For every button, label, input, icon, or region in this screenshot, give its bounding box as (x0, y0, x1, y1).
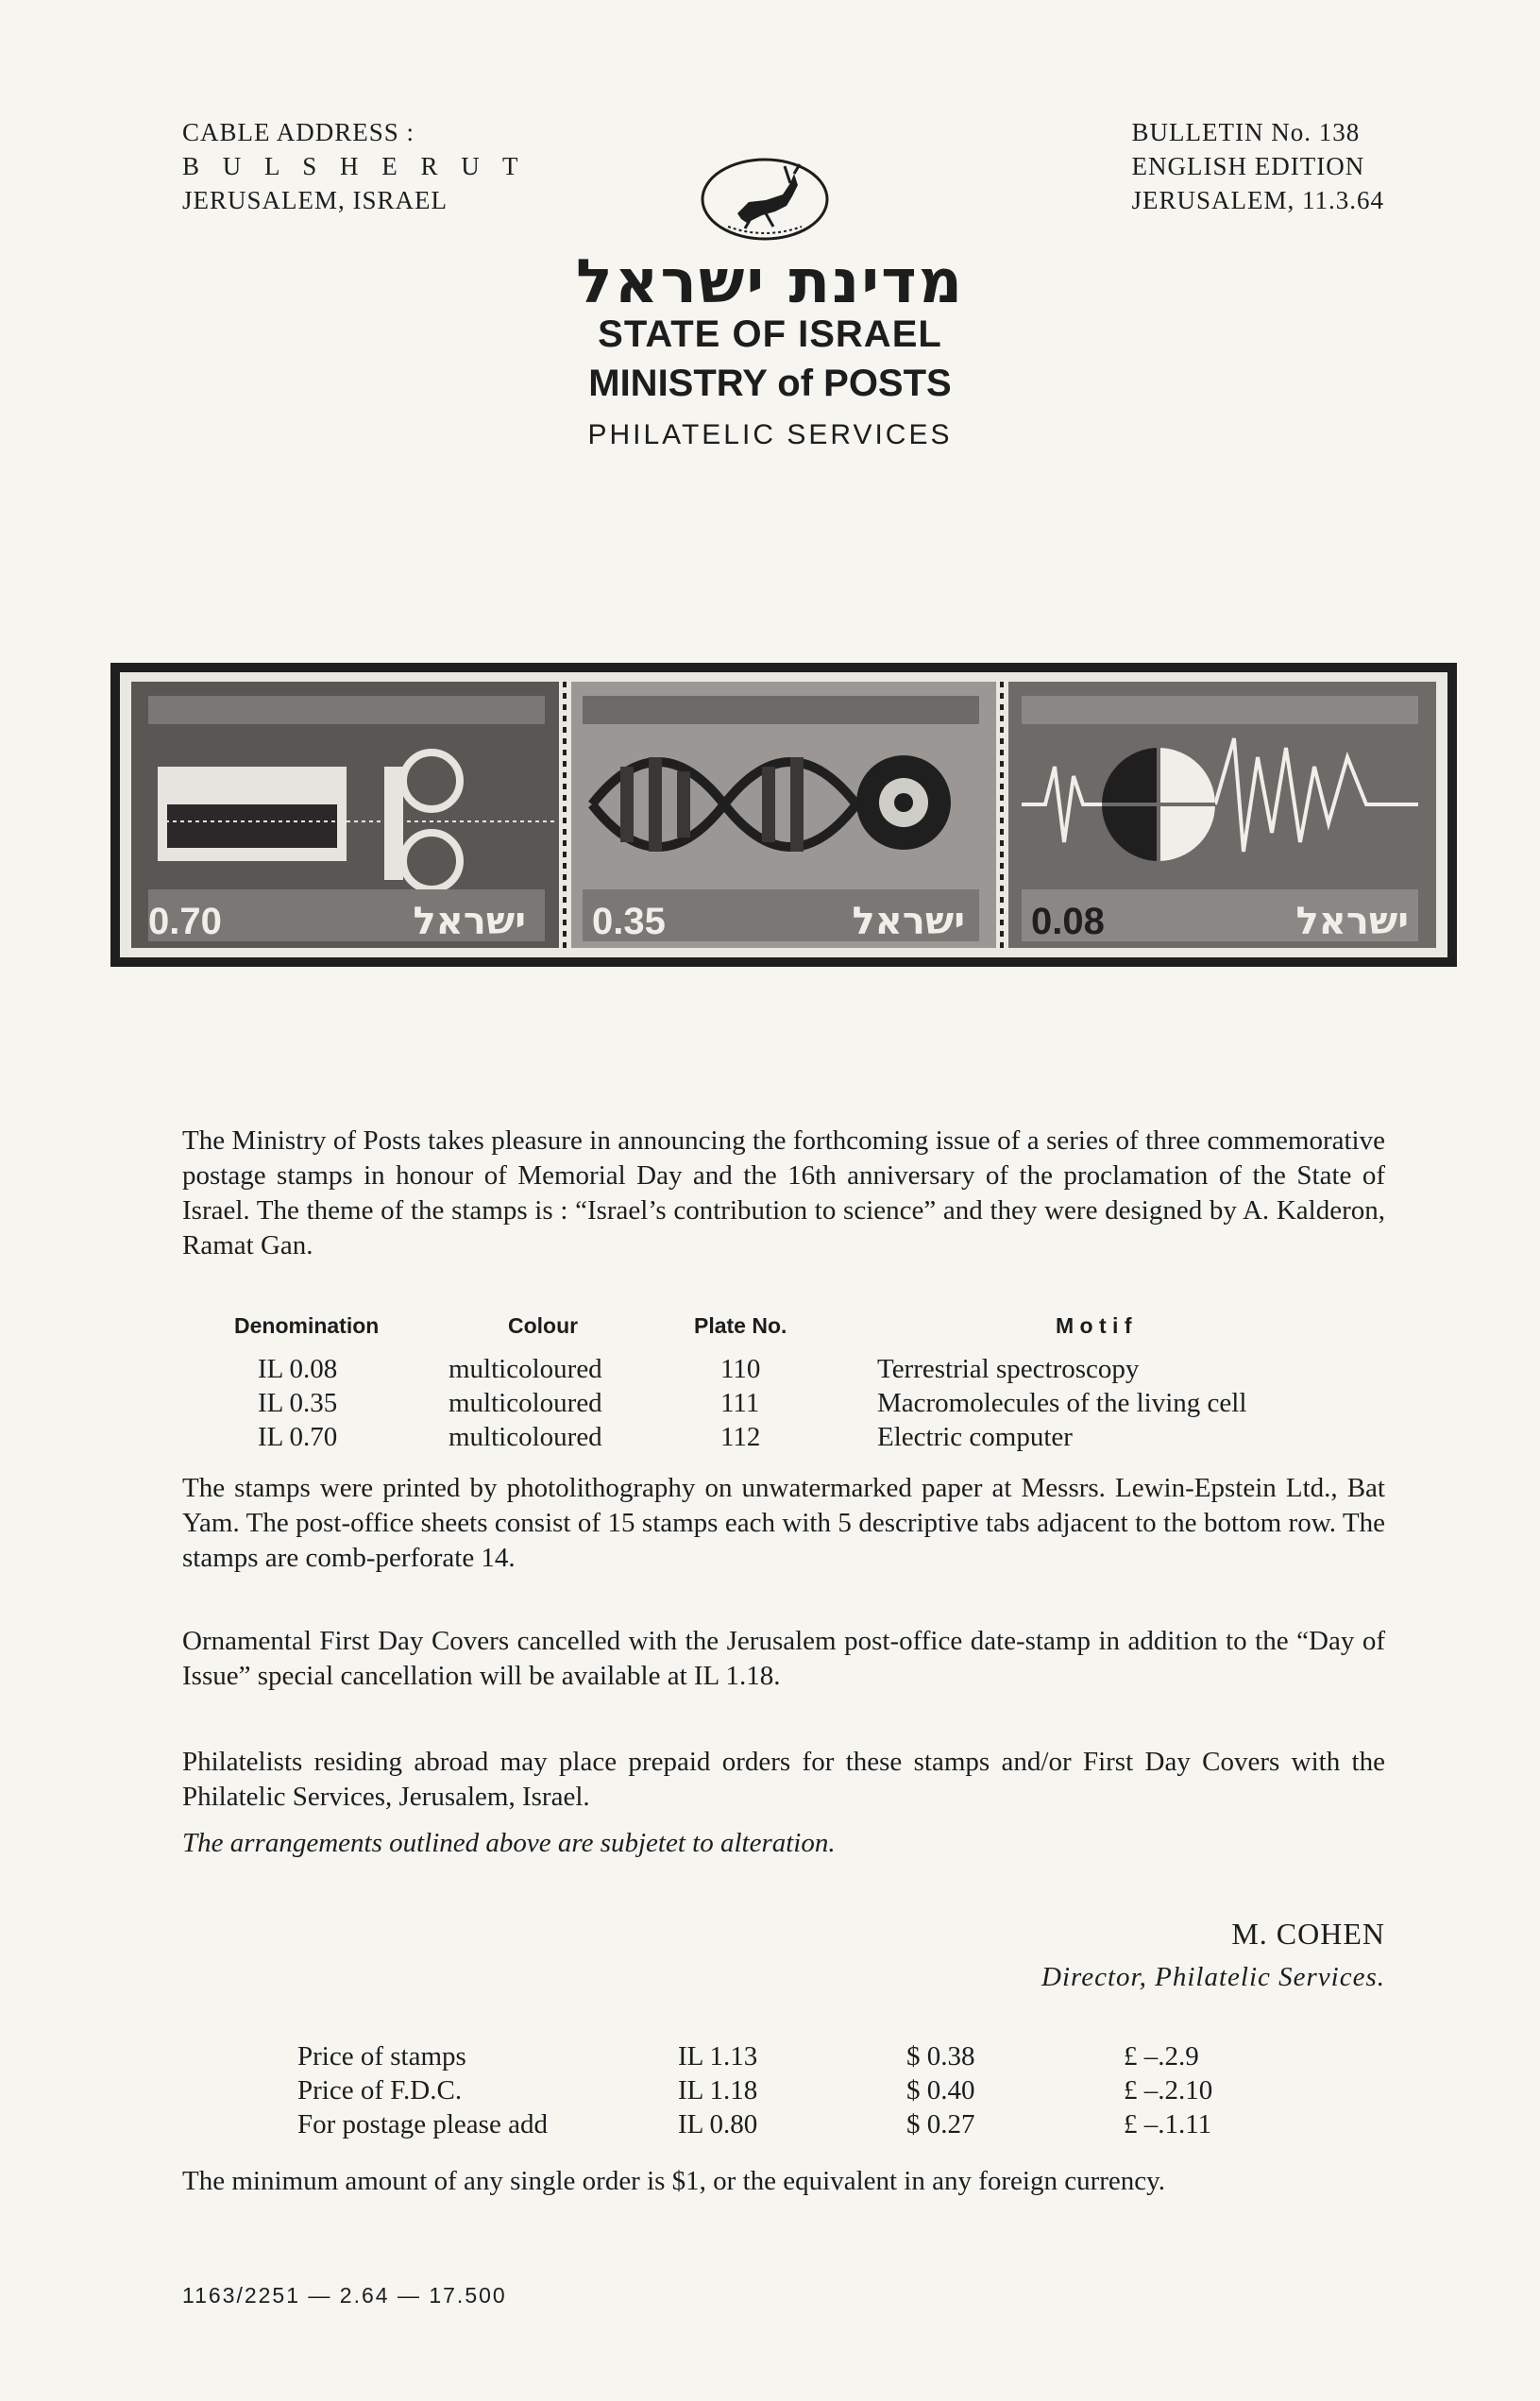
signatory-title: Director, Philatelic Services. (1041, 1962, 1385, 1992)
bulletin-number: BULLETIN No. 138 (1131, 118, 1361, 146)
motif-cell: Terrestrial spectroscopy (877, 1354, 1140, 1384)
state-title: STATE OF ISRAEL (598, 313, 942, 355)
alteration-note: The arrangements outlined above are subjetet to alteration. (182, 1828, 836, 1858)
cable-address-line: CABLE ADDRESS : (182, 118, 415, 146)
denomination-cell: IL 0.70 (258, 1422, 338, 1452)
motif-cell: Macromolecules of the living cell (877, 1388, 1247, 1418)
cable-address-line: JERUSALEM, ISRAEL (182, 186, 448, 214)
plate-cell: 110 (720, 1354, 761, 1384)
orders-paragraph: Philatelists residing abroad may place prepaid orders for these stamps and/or First Day Covers with the Philatelic Services, Jerusalem, Israel. (182, 1747, 1385, 1812)
price-usd: $ 0.27 (906, 2109, 975, 2139)
price-label: Price of F.D.C. (297, 2075, 463, 2105)
stamp-strip (110, 663, 1457, 967)
bulletin-date: JERUSALEM, 11.3.64 (1131, 186, 1384, 214)
price-row (297, 2073, 1393, 2107)
printing-paragraph: The stamps were printed by photolithography on unwatermarked paper at Messrs. Lewin-Epstein Ltd., Bat Yam. The post-office sheets consist of 15 stamps each with 5 descriptive tabs adjacent to the bottom row. The stamps are comb-perforate 14. (182, 1473, 1385, 1573)
stamp-country: ישראל (413, 900, 526, 943)
stamp-country: ישראל (1295, 900, 1409, 943)
colour-cell: multicoloured (448, 1354, 602, 1384)
price-il: IL 1.13 (678, 2041, 758, 2071)
denomination-cell: IL 0.08 (258, 1354, 338, 1384)
postal-gazelle-logo (700, 157, 830, 242)
fdc-paragraph: Ornamental First Day Covers cancelled with the Jerusalem post-office date-stamp in addition to the “Day of Issue” special cancellation will be available at IL 1.18. (182, 1626, 1385, 1691)
price-row (297, 2107, 1393, 2141)
cable-address (182, 115, 527, 217)
stamp-country: ישראל (852, 900, 965, 943)
table-header-colour: Colour (508, 1313, 579, 1338)
price-label: Price of stamps (297, 2041, 466, 2071)
table-header-motif: M o t i f (1056, 1313, 1132, 1338)
signatory-name: M. COHEN (1231, 1917, 1385, 1951)
stamp-value: 0.35 (592, 901, 666, 942)
department-title: PHILATELIC SERVICES (587, 419, 953, 450)
table-header-denomination: Denomination (234, 1313, 380, 1338)
table-row (182, 1386, 1385, 1420)
price-gbp: £ –.2.9 (1124, 2041, 1199, 2071)
intro-paragraph: The Ministry of Posts takes pleasure in announcing the forthcoming issue of a series of three commemorative postage stamps in honour of Memorial Day and the 16th anniversary of the proclamation of the State of Israel. The theme of the stamps is : “Israel’s contribution to science” and they were designed by A. Kalderon, Ramat Gan. (182, 1125, 1385, 1260)
price-usd: $ 0.38 (906, 2041, 975, 2071)
bulletin-info (1131, 115, 1384, 217)
colour-cell: multicoloured (448, 1422, 602, 1452)
price-gbp: £ –.1.11 (1124, 2109, 1212, 2139)
plate-cell: 111 (720, 1388, 760, 1418)
colour-cell: multicoloured (448, 1388, 602, 1418)
table-row (182, 1352, 1385, 1386)
table-row (182, 1420, 1385, 1454)
price-row (297, 2039, 1393, 2073)
stamp-value: 0.70 (148, 901, 222, 942)
price-label: For postage please add (297, 2109, 548, 2139)
table-header-plate: Plate No. (694, 1313, 787, 1338)
price-il: IL 0.80 (678, 2109, 758, 2139)
motif-cell: Electric computer (877, 1422, 1073, 1452)
minimum-order-paragraph: The minimum amount of any single order is $1, or the equivalent in any foreign currency. (182, 2166, 1166, 2196)
print-reference: 1163/2251 — 2.64 — 17.500 (182, 2283, 507, 2308)
price-gbp: £ –.2.10 (1124, 2075, 1213, 2105)
hebrew-title: מדינת ישראל (576, 247, 964, 317)
bulletin-edition: ENGLISH EDITION (1131, 152, 1365, 180)
price-usd: $ 0.40 (906, 2075, 975, 2105)
plate-cell: 112 (720, 1422, 761, 1452)
stamp-value: 0.08 (1031, 901, 1105, 942)
denomination-cell: IL 0.35 (258, 1388, 338, 1418)
cable-address-line: B U L S H E R U T (182, 152, 527, 180)
ministry-title: MINISTRY of POSTS (588, 363, 952, 404)
price-il: IL 1.18 (678, 2075, 758, 2105)
